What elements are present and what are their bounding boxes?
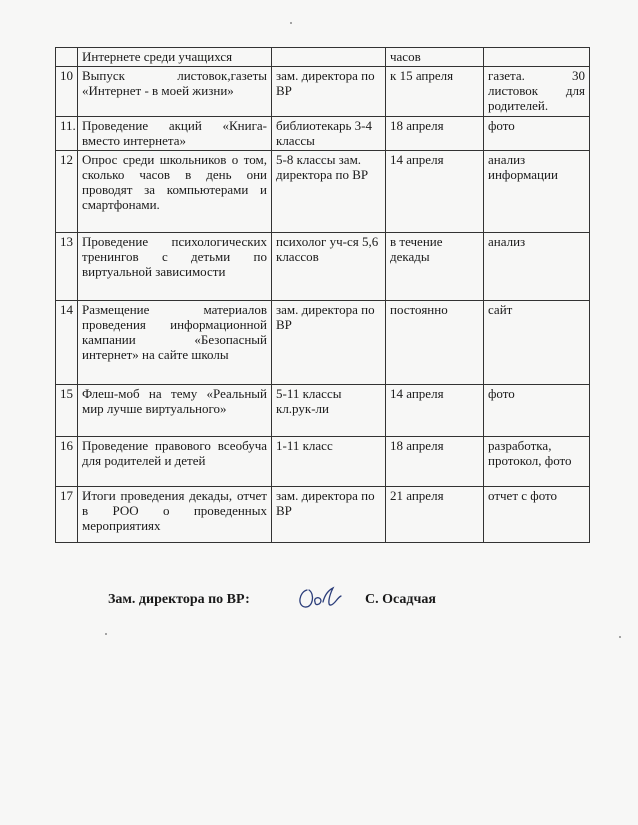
signatory-role: Зам. директора по ВР: — [108, 592, 250, 607]
result-cell: анализ информации — [484, 151, 590, 233]
date-cell: к 15 апреля — [386, 67, 484, 117]
date-cell: 14 апреля — [386, 385, 484, 437]
signatory-name: С. Осадчая — [365, 592, 436, 607]
date-cell: постоянно — [386, 301, 484, 385]
table-row — [56, 487, 590, 543]
result-cell: анализ — [484, 233, 590, 301]
event-cell: Выпуск листовок,газеты «Интернет - в моей жизни» — [78, 67, 272, 117]
table-row — [56, 67, 590, 117]
handwritten-signature-icon — [293, 580, 353, 616]
result-cell: сайт — [484, 301, 590, 385]
row-number: 17 — [56, 487, 78, 543]
date-cell: 18 апреля — [386, 117, 484, 151]
row-number: 15 — [56, 385, 78, 437]
events-table — [55, 47, 590, 543]
responsible-cell: зам. директора по ВР — [272, 67, 386, 117]
table-row — [56, 117, 590, 151]
date-cell: в течение декады — [386, 233, 484, 301]
row-number: 10 — [56, 67, 78, 117]
table-row — [56, 301, 590, 385]
row-number: 12 — [56, 151, 78, 233]
date-cell: 21 апреля — [386, 487, 484, 543]
row-number: 14 — [56, 301, 78, 385]
event-cell: Опрос среди школьников о том, сколько часов в день они проводят за компьютерами и смартфонами. — [78, 151, 272, 233]
result-cell: отчет с фото — [484, 487, 590, 543]
event-cell: Итоги проведения декады, отчет в РОО о проведенных мероприятиях — [78, 487, 272, 543]
result-cell — [484, 48, 590, 67]
scan-speck — [619, 636, 621, 638]
row-number — [56, 48, 78, 67]
result-cell: фото — [484, 117, 590, 151]
scan-speck — [290, 22, 292, 24]
date-cell: 14 апреля — [386, 151, 484, 233]
responsible-cell: психолог уч-ся 5,6 классов — [272, 233, 386, 301]
event-cell: Интернете среди учащихся — [78, 48, 272, 67]
result-cell: разработка, протокол, фото — [484, 437, 590, 487]
event-cell: Проведение акций «Книга-вместо интернета» — [78, 117, 272, 151]
row-number: 13 — [56, 233, 78, 301]
date-cell: 18 апреля — [386, 437, 484, 487]
table-row — [56, 48, 590, 67]
event-cell: Флеш-моб на тему «Реальный мир лучше виртуального» — [78, 385, 272, 437]
row-number: 11. — [56, 117, 78, 151]
table-row — [56, 437, 590, 487]
responsible-cell: 5-8 классы зам. директора по ВР — [272, 151, 386, 233]
scan-speck — [105, 633, 107, 635]
table-row — [56, 385, 590, 437]
responsible-cell — [272, 48, 386, 67]
result-cell: фото — [484, 385, 590, 437]
responsible-cell: библиотекарь 3-4 классы — [272, 117, 386, 151]
responsible-cell: зам. директора по ВР — [272, 301, 386, 385]
responsible-cell: 5-11 классы кл.рук-ли — [272, 385, 386, 437]
date-cell: часов — [386, 48, 484, 67]
event-cell: Проведение правового всеобуча для родителей и детей — [78, 437, 272, 487]
table-row — [56, 233, 590, 301]
result-cell: газета. 30 листовок для родителей. — [484, 67, 590, 117]
event-cell: Проведение психологических тренингов с детьми по виртуальной зависимости — [78, 233, 272, 301]
event-cell: Размещение материалов проведения информационной кампании «Безопасный интернет» на сайте школы — [78, 301, 272, 385]
responsible-cell: 1-11 класс — [272, 437, 386, 487]
row-number: 16 — [56, 437, 78, 487]
responsible-cell: зам. директора по ВР — [272, 487, 386, 543]
table-row — [56, 151, 590, 233]
